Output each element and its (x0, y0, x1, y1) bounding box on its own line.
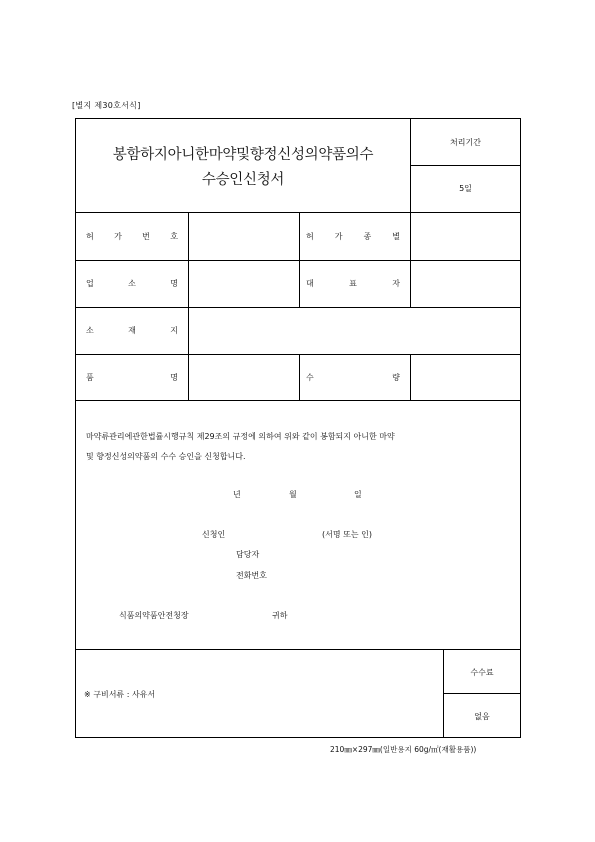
statement-line2: 및 향정신성의약품의 수수 승인을 신청합니다. (86, 452, 246, 461)
col-line-mid-b (299, 354, 300, 400)
fee-label: 수수료 (470, 668, 494, 677)
honorific-label: 귀하 (272, 611, 288, 620)
signature-label: (서명 또는 인) (322, 530, 372, 539)
manager-label: 담당자 (236, 550, 260, 559)
recipient-label: 식품의약품안전청장 (119, 611, 189, 620)
row-line-6 (76, 649, 520, 650)
form-number-label: [별지 제30호서식] (72, 101, 141, 110)
location-label: 소 재 지 (86, 326, 178, 335)
processing-label: 처리기간 (450, 138, 481, 147)
row-line-3 (76, 307, 520, 308)
row-line-4 (76, 354, 520, 355)
fee-value: 없음 (474, 712, 490, 721)
statement-line1: 마약류관리에관한법률시행규칙 제29조의 규정에 의하여 위와 같이 봉함되지 아니한 마약 (86, 432, 395, 441)
row-line-2 (76, 260, 520, 261)
statement (86, 427, 514, 467)
attachments-label: ※ 구비서류 : 사유서 (84, 690, 156, 699)
business-name-label: 업 소 명 (86, 279, 178, 288)
fee-divider-horizontal (443, 693, 521, 694)
row-line-1 (76, 212, 520, 213)
paper-spec-note: 210㎜×297㎜(일반용지 60g/㎡(재활용품)) (330, 745, 477, 754)
permit-type-label: 허 가 종 별 (306, 232, 400, 241)
col-line-mid-a (299, 212, 300, 307)
row-line-5 (76, 400, 520, 401)
phone-label: 전화번호 (236, 571, 267, 580)
processing-divider (410, 165, 521, 166)
permit-number-label: 허 가 번 호 (86, 232, 178, 241)
date-day-label: 일 (354, 490, 362, 499)
representative-label: 대 표 자 (306, 279, 400, 288)
form-title (76, 143, 410, 193)
col-line-right-b (410, 354, 411, 400)
form-title-line2: 수승인신청서 (201, 172, 285, 188)
col-line-right-a (410, 212, 411, 307)
processing-value: 5일 (459, 184, 472, 193)
quantity-label: 수 량 (306, 373, 400, 382)
applicant-label: 신청인 (202, 530, 226, 539)
date-month-label: 월 (289, 490, 297, 499)
product-name-label: 품 명 (86, 373, 178, 382)
date-year-label: 년 (233, 490, 241, 499)
col-line-label (188, 212, 189, 400)
form-title-line1: 봉함하지아니한마약및향정신성의약품의수 (112, 147, 374, 163)
